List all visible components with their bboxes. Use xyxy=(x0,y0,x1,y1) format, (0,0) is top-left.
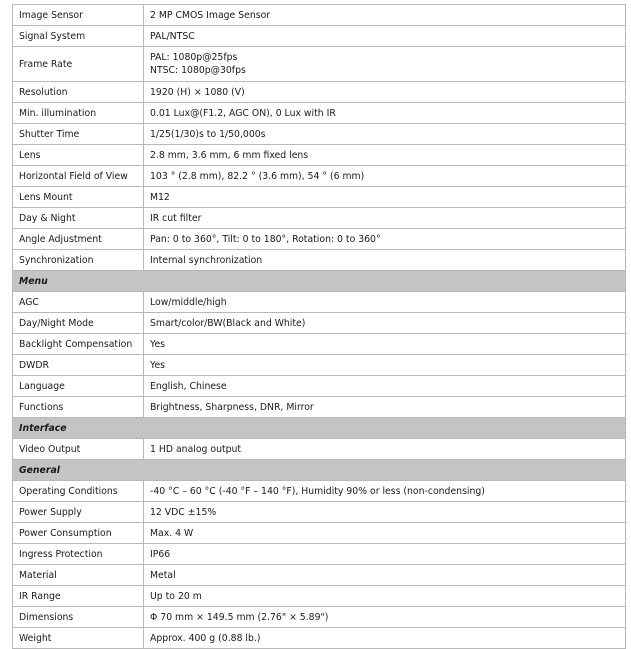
spec-row xyxy=(13,523,626,544)
spec-value-cell xyxy=(144,586,626,607)
section-header-row xyxy=(13,460,626,481)
spec-value-cell xyxy=(144,124,626,145)
spec-value-cell xyxy=(144,481,626,502)
spec-value-cell xyxy=(144,187,626,208)
spec-value-cell xyxy=(144,82,626,103)
spec-row xyxy=(13,586,626,607)
section-title: General xyxy=(13,460,626,481)
spec-row xyxy=(13,145,626,166)
spec-label: Resolution xyxy=(13,82,144,103)
spec-value-cell xyxy=(144,250,626,271)
spec-value: Max. 4 W xyxy=(150,527,194,539)
spec-value-cell xyxy=(144,103,626,124)
spec-value-cell xyxy=(144,47,626,82)
spec-value-cell xyxy=(144,334,626,355)
spec-value: Pan: 0 to 360°, Tilt: 0 to 180°, Rotation: 0 to 360° xyxy=(150,233,381,245)
spec-value: 2 MP CMOS Image Sensor xyxy=(150,9,271,21)
spec-label: Material xyxy=(13,565,144,586)
spec-row xyxy=(13,187,626,208)
spec-value: NTSC: 1080p@30fps xyxy=(150,65,246,76)
spec-value-cell xyxy=(144,628,626,649)
spec-label: Functions xyxy=(13,397,144,418)
spec-label: Horizontal Field of View xyxy=(13,166,144,187)
section-title: Interface xyxy=(13,418,626,439)
spec-value: English, Chinese xyxy=(150,380,227,392)
spec-value: 0.01 Lux@(F1.2, AGC ON), 0 Lux with IR xyxy=(150,107,336,119)
spec-value: Brightness, Sharpness, DNR, Mirror xyxy=(150,401,314,413)
spec-row xyxy=(13,502,626,523)
spec-value: Φ 70 mm × 149.5 mm (2.76" × 5.89") xyxy=(150,611,329,623)
spec-value-cell xyxy=(144,502,626,523)
spec-label: Video Output xyxy=(13,439,144,460)
spec-label: Weight xyxy=(13,628,144,649)
spec-label: Language xyxy=(13,376,144,397)
spec-label: Lens Mount xyxy=(13,187,144,208)
spec-value: PAL: 1080p@25fps xyxy=(150,52,238,63)
spec-value-cell xyxy=(144,565,626,586)
spec-row xyxy=(13,544,626,565)
spec-label: Image Sensor xyxy=(13,5,144,26)
spec-value: Yes xyxy=(150,359,166,371)
spec-value: Low/middle/high xyxy=(150,296,227,308)
spec-label: Signal System xyxy=(13,26,144,47)
spec-row xyxy=(13,166,626,187)
spec-value: PAL/NTSC xyxy=(150,30,195,42)
section-title: Menu xyxy=(13,271,626,292)
spec-row xyxy=(13,607,626,628)
spec-row xyxy=(13,47,626,82)
spec-label: Power Consumption xyxy=(13,523,144,544)
spec-value: Yes xyxy=(150,338,166,350)
spec-row xyxy=(13,229,626,250)
spec-label: IR Range xyxy=(13,586,144,607)
spec-table-body xyxy=(13,5,626,649)
spec-value-cell xyxy=(144,313,626,334)
spec-value-cell xyxy=(144,607,626,628)
spec-row xyxy=(13,313,626,334)
spec-value: -40 °C – 60 °C (-40 °F – 140 °F), Humidity 90% or less (non-condensing) xyxy=(150,485,485,497)
spec-row xyxy=(13,292,626,313)
spec-label: Day & Night xyxy=(13,208,144,229)
section-header-row xyxy=(13,271,626,292)
spec-value-cell xyxy=(144,166,626,187)
spec-label: Power Supply xyxy=(13,502,144,523)
spec-value-cell xyxy=(144,5,626,26)
spec-value: Internal synchronization xyxy=(150,254,263,266)
spec-value: 2.8 mm, 3.6 mm, 6 mm fixed lens xyxy=(150,149,309,161)
spec-value-cell xyxy=(144,523,626,544)
spec-label: AGC xyxy=(13,292,144,313)
spec-row xyxy=(13,82,626,103)
spec-row xyxy=(13,439,626,460)
spec-value-cell xyxy=(144,145,626,166)
spec-value: 1920 (H) × 1080 (V) xyxy=(150,86,245,98)
spec-row xyxy=(13,124,626,145)
spec-label: Dimensions xyxy=(13,607,144,628)
spec-value: Up to 20 m xyxy=(150,590,202,602)
spec-value-cell xyxy=(144,439,626,460)
spec-value-cell xyxy=(144,544,626,565)
spec-row xyxy=(13,565,626,586)
spec-label: Lens xyxy=(13,145,144,166)
spec-row xyxy=(13,334,626,355)
spec-label: Ingress Protection xyxy=(13,544,144,565)
spec-table xyxy=(12,4,626,649)
spec-value: IR cut filter xyxy=(150,212,202,224)
spec-row xyxy=(13,481,626,502)
spec-value: IP66 xyxy=(150,548,171,560)
spec-row xyxy=(13,397,626,418)
spec-label: Min. illumination xyxy=(13,103,144,124)
spec-value-cell xyxy=(144,26,626,47)
spec-row xyxy=(13,628,626,649)
spec-value: Metal xyxy=(150,569,176,581)
spec-value-cell xyxy=(144,376,626,397)
spec-value-cell xyxy=(144,292,626,313)
spec-label: DWDR xyxy=(13,355,144,376)
spec-label: Angle Adjustment xyxy=(13,229,144,250)
spec-row xyxy=(13,355,626,376)
spec-value-cell xyxy=(144,229,626,250)
spec-value: 1 HD analog output xyxy=(150,443,242,455)
spec-value-cell xyxy=(144,397,626,418)
spec-label: Backlight Compensation xyxy=(13,334,144,355)
spec-value-cell xyxy=(144,355,626,376)
spec-value: Approx. 400 g (0.88 lb.) xyxy=(150,632,261,644)
section-header-row xyxy=(13,418,626,439)
spec-value-cell xyxy=(144,208,626,229)
spec-row xyxy=(13,250,626,271)
spec-row xyxy=(13,376,626,397)
spec-label: Shutter Time xyxy=(13,124,144,145)
spec-row xyxy=(13,103,626,124)
spec-row xyxy=(13,26,626,47)
spec-value: M12 xyxy=(150,191,170,203)
spec-label: Synchronization xyxy=(13,250,144,271)
spec-value: 103 ° (2.8 mm), 82.2 ° (3.6 mm), 54 ° (6 mm) xyxy=(150,170,365,182)
spec-value: 12 VDC ±15% xyxy=(150,506,217,518)
spec-label: Day/Night Mode xyxy=(13,313,144,334)
spec-row xyxy=(13,208,626,229)
spec-label: Frame Rate xyxy=(13,47,144,82)
spec-label: Operating Conditions xyxy=(13,481,144,502)
spec-value: Smart/color/BW(Black and White) xyxy=(150,317,306,329)
spec-value: 1/25(1/30)s to 1/50,000s xyxy=(150,128,266,140)
spec-row xyxy=(13,5,626,26)
